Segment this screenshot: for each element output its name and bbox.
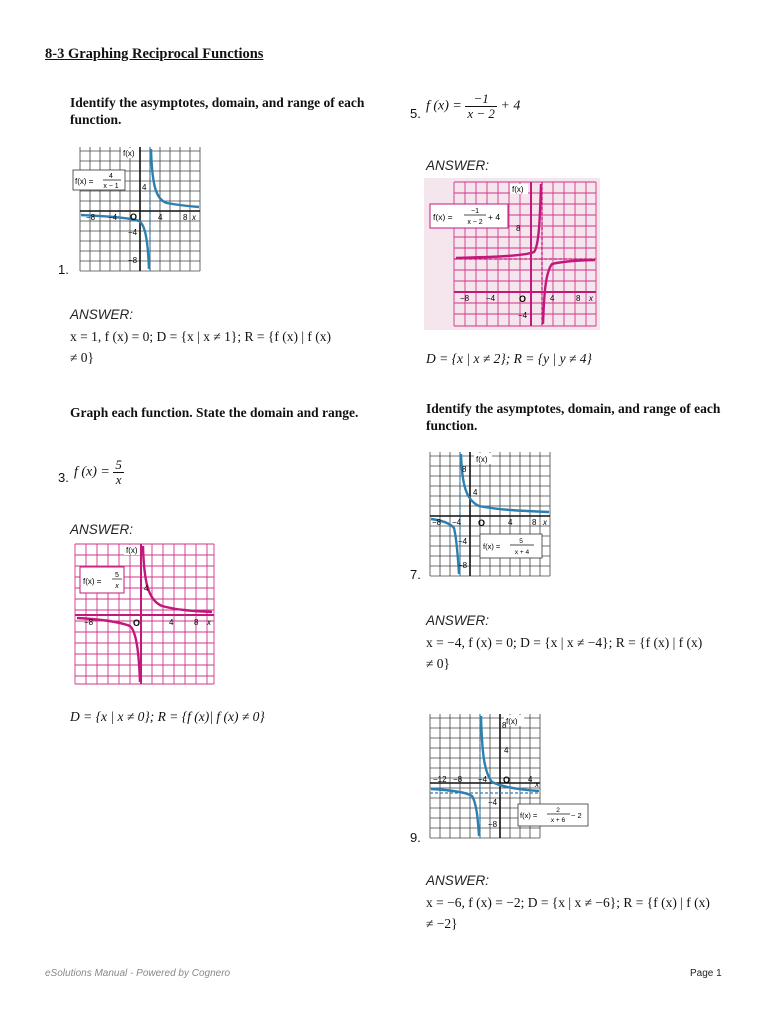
footer-page-number: Page 1 <box>690 968 722 979</box>
graph9-tick-x-neg4: −4 <box>478 775 488 784</box>
graph5-label-den: x − 2 <box>467 219 483 226</box>
graph7-axis-y-label: f(x) <box>476 455 488 464</box>
graph1-axis-x-label: x <box>192 213 196 222</box>
problem-3-func-lhs: f (x) = <box>74 464 110 480</box>
graph1-tick-x-8: 8 <box>183 213 188 222</box>
graph7-origin: O <box>478 518 486 528</box>
graph3-tick-x-neg8: −8 <box>84 618 94 627</box>
graph5-axis-y-label: f(x) <box>512 185 524 194</box>
graph3-axis-y-label: f(x) <box>126 546 138 555</box>
problem-7-answer-label: ANSWER: <box>426 613 490 628</box>
graph7-label-den: x + 4 <box>514 549 530 556</box>
graph7-tick-y-4: 4 <box>473 488 478 497</box>
graph5-origin: O <box>519 294 527 304</box>
problem-5-answer: D = {x | x ≠ 2}; R = {y | y ≠ 4} <box>426 351 592 366</box>
graph1-tick-x-neg8: −8 <box>86 213 96 222</box>
graph5-tick-y-neg4: −4 <box>518 311 528 320</box>
problem-5-func-lhs: f (x) = <box>426 98 462 114</box>
graph-problem-7 <box>424 450 554 578</box>
graph3-axis-x-label: x <box>207 618 211 627</box>
problem-5-equation <box>426 92 520 121</box>
graph-problem-3 <box>72 542 217 686</box>
graph9-label-den: x + 6 <box>550 817 566 824</box>
problem-7-answer-line2: ≠ 0} <box>426 656 451 671</box>
footer-credit: eSolutions Manual - Powered by Cognero <box>45 968 231 979</box>
graph9-origin: O <box>503 775 511 785</box>
graph7-tick-x-neg8: −8 <box>432 518 442 527</box>
graph3-label-num: 5 <box>115 572 119 579</box>
graph7-tick-x-neg4: −4 <box>452 518 462 527</box>
graph5-tick-y-8: 8 <box>516 224 521 233</box>
problem-9-answer-line2: ≠ −2} <box>426 916 458 931</box>
graph9-tick-y-neg4: −4 <box>488 798 498 807</box>
graph5-tick-x-neg8: −8 <box>460 294 470 303</box>
graph1-label-lhs: f(x) = <box>75 177 94 186</box>
graph3-tick-x-8: 8 <box>194 618 199 627</box>
problem-1-answer <box>70 326 370 368</box>
problem-7-answer-line1: x = −4, f (x) = 0; D = {x | x ≠ −4}; R = {f (x) | f (x) <box>426 635 703 650</box>
graph9-label-num: 2 <box>556 807 560 814</box>
graph9-tick-y-neg8: −8 <box>488 820 498 829</box>
graph7-label-lhs: f(x) = <box>483 542 501 551</box>
graph1-tick-x-4: 4 <box>158 213 163 222</box>
instruction-graph: Graph each function. State the domain and range. <box>70 405 359 420</box>
graph5-tick-x-8: 8 <box>576 294 581 303</box>
graph5-tick-x-neg4: −4 <box>486 294 496 303</box>
problem-3-answer: D = {x | x ≠ 0}; R = {f (x)| f (x) ≠ 0} <box>70 709 265 724</box>
problem-3-number: 3. <box>58 470 69 485</box>
graph5-axis-x-label: x <box>589 294 593 303</box>
graph9-tick-x-neg12: −12 <box>433 775 447 784</box>
problem-3-func-num: 5 <box>115 457 122 472</box>
graph5-tick-x-4: 4 <box>550 294 555 303</box>
graph7-tick-y-neg8: −8 <box>458 561 468 570</box>
problem-9-answer-label: ANSWER: <box>426 873 490 888</box>
graph9-tick-x-neg8: −8 <box>453 775 463 784</box>
graph3-tick-x-4: 4 <box>169 618 174 627</box>
graph7-tick-y-8: 8 <box>462 465 467 474</box>
problem-3-answer-label: ANSWER: <box>70 522 134 537</box>
page-title: 8-3 Graphing Reciprocal Functions <box>45 46 264 62</box>
problem-3-func-den: x <box>115 472 122 487</box>
graph7-axis-x-label: x <box>543 518 547 527</box>
problem-5-func-tail: + 4 <box>500 98 521 114</box>
problem-7-answer <box>426 632 726 674</box>
graph9-axis-x-label: x <box>535 780 539 789</box>
graph1-label-den: x − 1 <box>103 183 119 190</box>
graph5-label-lhs: f(x) = <box>433 212 453 222</box>
problem-1-answer-line1: x = 1, f (x) = 0; D = {x | x ≠ 1}; R = {f (x) | f (x) <box>70 329 332 344</box>
graph3-origin: O <box>133 618 141 628</box>
graph1-tick-y-neg4: −4 <box>128 228 138 237</box>
problem-3-equation <box>74 458 124 487</box>
graph9-tick-y-4: 4 <box>504 746 509 755</box>
graph1-tick-x-neg4: −4 <box>108 213 118 222</box>
graph3-label-den: x <box>115 583 119 590</box>
graph3-tick-y-4: 4 <box>144 584 149 593</box>
problem-5-func-num: −1 <box>465 92 497 107</box>
problem-5-func-den: x − 2 <box>467 106 495 121</box>
problem-1-answer-label: ANSWER: <box>70 307 134 322</box>
graph1-label-num: 4 <box>109 173 113 180</box>
graph7-label-num: 5 <box>519 538 523 545</box>
graph1-tick-y-4: 4 <box>142 183 147 192</box>
graph9-axis-y-label: f(x) <box>506 717 518 726</box>
graph5-label-num: −1 <box>471 208 479 215</box>
graph7-tick-x-4: 4 <box>508 518 513 527</box>
graph-problem-5 <box>424 178 600 330</box>
problem-9-answer <box>426 892 726 934</box>
graph1-origin: O <box>130 212 138 222</box>
graph9-tick-x-4: 4 <box>528 775 533 784</box>
graph-problem-9 <box>424 712 592 840</box>
graph-problem-1 <box>72 145 202 273</box>
graph1-axis-y-label: f(x) <box>123 149 135 158</box>
graph1-tick-y-neg8: −8 <box>128 256 138 265</box>
problem-5-answer-label: ANSWER: <box>426 158 490 173</box>
problem-1-answer-line2: ≠ 0} <box>70 350 95 365</box>
problem-7-number: 7. <box>410 567 421 582</box>
graph7-tick-y-neg4: −4 <box>458 537 468 546</box>
graph7-tick-x-8: 8 <box>532 518 537 527</box>
graph3-label-lhs: f(x) = <box>83 577 102 586</box>
problem-5-number: 5. <box>410 106 421 121</box>
graph9-label-tail: − 2 <box>571 811 582 820</box>
instruction-identify-2: Identify the asymptotes, domain, and range of each function. <box>426 401 721 433</box>
problem-9-number: 9. <box>410 830 421 845</box>
graph9-label-lhs: f(x) = <box>520 811 538 820</box>
problem-1-number: 1. <box>58 262 69 277</box>
graph9-tick-y-8: 8 <box>502 721 507 730</box>
graph5-label-tail: + 4 <box>488 212 501 222</box>
problem-9-answer-line1: x = −6, f (x) = −2; D = {x | x ≠ −6}; R = {f (x) | f (x) <box>426 895 710 910</box>
instruction-identify-1: Identify the asymptotes, domain, and range of each function. <box>70 95 365 127</box>
